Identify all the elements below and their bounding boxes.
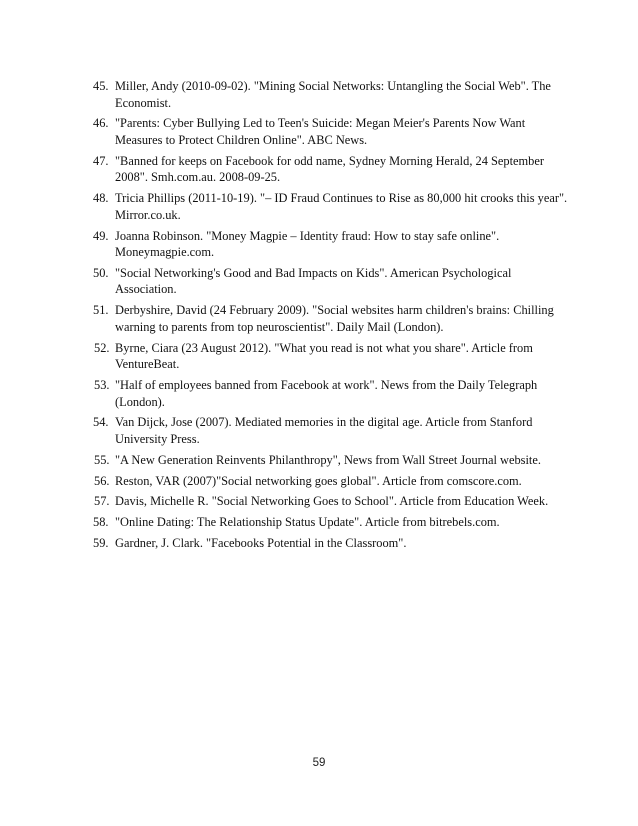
reference-item bbox=[93, 535, 573, 552]
reference-item bbox=[93, 493, 573, 510]
reference-item bbox=[93, 78, 573, 111]
reference-text: Reston, VAR (2007)"Social networking goes global". Article from comscore.com. bbox=[115, 473, 522, 488]
reference-number: 47. bbox=[93, 153, 109, 168]
reference-text: "Social Networking's Good and Bad Impacts on Kids". American Psychological Association. bbox=[115, 265, 512, 297]
reference-item bbox=[93, 115, 573, 148]
reference-item bbox=[93, 377, 573, 410]
reference-number: 48. bbox=[93, 191, 109, 206]
reference-item bbox=[93, 414, 573, 447]
reference-number: 50. bbox=[93, 265, 109, 280]
reference-text: Davis, Michelle R. "Social Networking Goes to School". Article from Education Week. bbox=[115, 494, 549, 509]
reference-item bbox=[93, 473, 573, 490]
reference-number: 59. bbox=[93, 535, 109, 550]
reference-text: Tricia Phillips (2011-10-19). "– ID Fraud Continues to Rise as 80,000 hit crooks this year". Mirror.co.uk. bbox=[115, 191, 568, 222]
reference-item bbox=[93, 190, 573, 223]
reference-item bbox=[93, 228, 573, 261]
reference-number: 52. bbox=[94, 340, 110, 355]
reference-text: Gardner, J. Clark. "Facebooks Potential in the Classroom". bbox=[115, 535, 407, 550]
reference-text: Derbyshire, David (24 February 2009). "Social websites harm children's brains: Chilling warning to parents from top neuroscientist". Daily Mail (London). bbox=[115, 303, 554, 334]
reference-item bbox=[93, 302, 573, 335]
reference-number: 55. bbox=[94, 452, 110, 467]
reference-text: "A New Generation Reinvents Philanthropy", News from Wall Street Journal website. bbox=[115, 452, 541, 467]
reference-item bbox=[93, 153, 573, 186]
reference-number: 56. bbox=[94, 473, 110, 488]
reference-text: Byrne, Ciara (23 August 2012). "What you read is not what you share". Article from VentureBeat. bbox=[115, 340, 533, 372]
reference-text: "Online Dating: The Relationship Status Update". Article from bitrebels.com. bbox=[115, 515, 500, 530]
reference-text: "Banned for keeps on Facebook for odd name, Sydney Morning Herald, 24 September 2008". Smh.com.au. 2008-09-25. bbox=[115, 153, 544, 185]
reference-number: 53. bbox=[94, 378, 110, 392]
reference-item bbox=[93, 514, 573, 531]
reference-text: Van Dijck, Jose (2007). Mediated memories in the digital age. Article from Stanford University Press. bbox=[115, 415, 533, 446]
reference-item bbox=[93, 340, 573, 373]
reference-text: "Parents: Cyber Bullying Led to Teen's Suicide: Megan Meier's Parents Now Want Measures to Protect Children Online". ABC News. bbox=[115, 116, 526, 147]
reference-item bbox=[93, 452, 573, 469]
reference-number: 58. bbox=[93, 515, 109, 530]
page-number: 59 bbox=[312, 757, 326, 769]
reference-text: Miller, Andy (2010-09-02). "Mining Social Networks: Untangling the Social Web". The Economist. bbox=[115, 79, 551, 110]
reference-text: "Half of employees banned from Facebook at work". News from the Daily Telegraph (London). bbox=[115, 378, 538, 409]
reference-text: Joanna Robinson. "Money Magpie – Identity fraud: How to stay safe online". Moneymagpie.com. bbox=[115, 228, 500, 260]
reference-number: 51. bbox=[93, 303, 109, 318]
reference-number: 57. bbox=[94, 494, 110, 509]
reference-item bbox=[93, 265, 573, 298]
reference-number: 54. bbox=[93, 415, 109, 430]
reference-number: 45. bbox=[93, 79, 109, 93]
reference-number: 46. bbox=[93, 116, 109, 131]
reference-number: 49. bbox=[93, 228, 109, 243]
reference-list bbox=[93, 78, 573, 556]
